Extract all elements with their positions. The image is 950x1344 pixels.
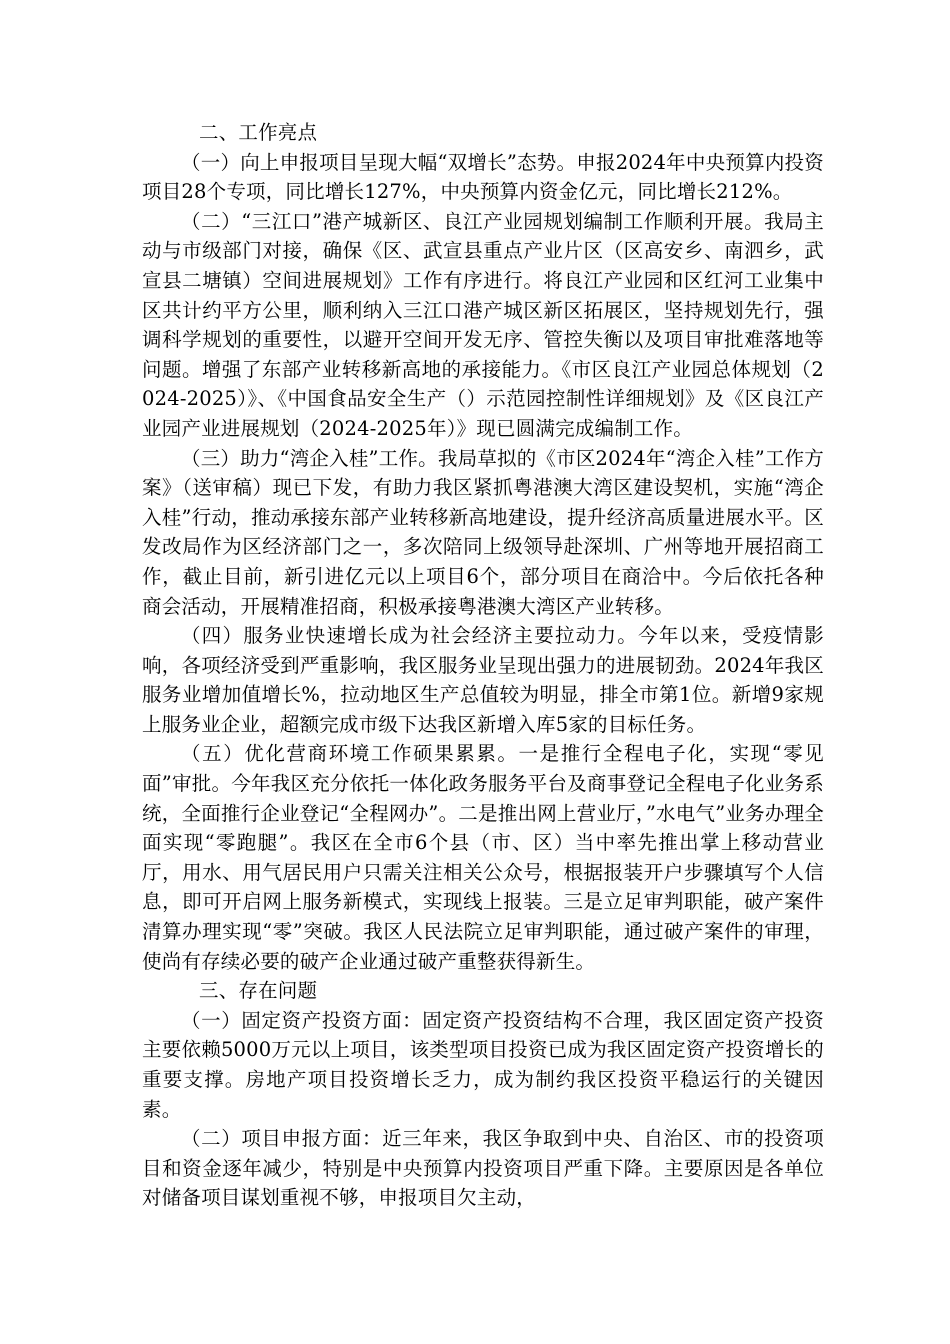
paragraph-4: （四）服务业快速增长成为社会经济主要拉动力。今年以来，受疫情影响，各项经济受到严重影响，我区服务业呈现出强力的进展韧劲。2024年我区服务业增加值增长%，拉动地区生产总值较为明显，排全市第1位。新增9家规上服务业企业，超额完成市级下达我区新增入库5家的目标任务。 bbox=[142, 624, 824, 736]
paragraph-2: （二）“三江口”港产城新区、良江产业园规划编制工作顺利开展。我局主动与市级部门对接，确保《区、武宣县重点产业片区（区高安乡、南泗乡，武宣县二塘镇）空间进展规划》工作有序进行。将良江产业园和区红河工业集中区共计约平方公里，顺利纳入三江口港产城区新区拓展区，坚持规划先行，强调科学规划的重要性，以避开空间开发无序、管控失衡以及项目审批难落地等问题。增强了东部产业转移新高地的承接能力。《市区良江产业园总体规划（2024-2025）》、《中国食品安全生产（）示范园控制性详细规划》及《区良江产业园产业进展规划（2024-2025年）》现已圆满完成编制工作。 bbox=[142, 209, 824, 440]
paragraph-8: （二）项目申报方面：近三年来，我区争取到中央、自治区、市的投资项目和资金逐年减少，特别是中央预算内投资项目严重下降。主要原因是各单位对储备项目谋划重视不够，申报项目欠主动， bbox=[142, 1127, 824, 1210]
paragraph-7: （一）固定资产投资方面：固定资产投资结构不合理，我区固定资产投资主要依赖5000万元以上项目，该类型项目投资已成为我区固定资产投资增长的重要支撑。房地产项目投资增长乏力，成为制约我区投资平稳运行的关键因素。 bbox=[142, 1008, 824, 1121]
section-heading-problems: 三、存在问题 bbox=[199, 979, 318, 1003]
document-page bbox=[142, 118, 824, 1213]
section-heading-highlights: 二、工作亮点 bbox=[199, 121, 318, 144]
paragraph-5: （五）优化营商环境工作硕果累累。一是推行全程电子化，实现“零见面”审批。今年我区充分依托一体化政务服务平台及商事登记全程电子化业务系统，全面推行企业登记“全程网办”。二是推出网上营业厅，”水电气”业务办理全面实现“零跑腿”。我区在全市6个县（市、区）当中率先推出掌上移动营业厅，用水、用气居民用户只需关注相关公众号，根据报装开户步骤填写个人信息，即可开启网上服务新模式，实现线上报装。三是立足审判职能，破产案件清算办理实现“零”突破。我区人民法院立足审判职能，通过破产案件的审理，使尚有存续必要的破产企业通过破产重整获得新生。 bbox=[142, 742, 824, 973]
paragraph-3: （三）助力“湾企入桂”工作。我局草拟的《市区2024年“湾企入桂”工作方案》（送审稿）现已下发，有助力我区紧抓粤港澳大湾区建设契机，实施“湾企入桂”行动，推动承接东部产业转移新高地建设，提升经济高质量进展水平。区发改局作为区经济部门之一，多次陪同上级领导赴深圳、广州等地开展招商工作，截止目前，新引进亿元以上项目6个，部分项目在商洽中。今后依托各种商会活动，开展精准招商，积极承接粤港澳大湾区产业转移。 bbox=[142, 446, 824, 618]
paragraph-1: （一）向上申报项目呈现大幅“双增长”态势。申报2024年中央预算内投资项目28个专项，同比增长127%，中央预算内资金亿元，同比增长212%。 bbox=[142, 150, 824, 204]
